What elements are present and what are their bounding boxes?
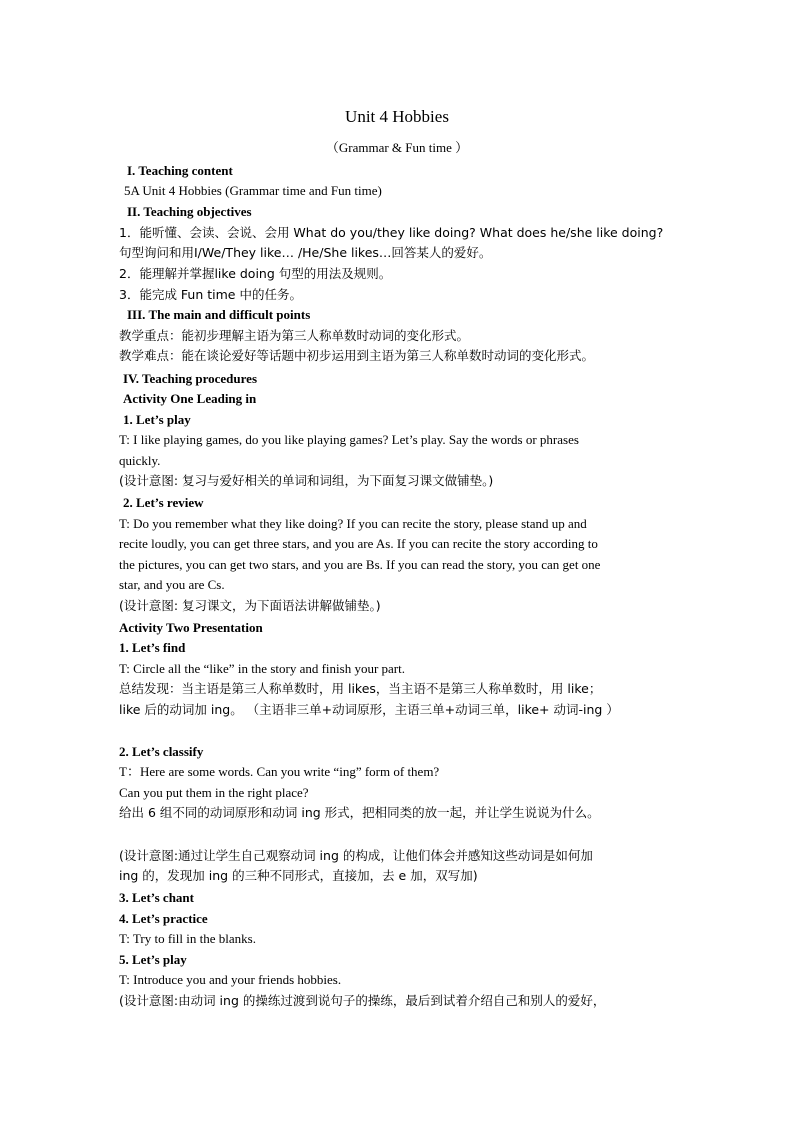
activity-two-summary-a: 总结发现：当主语是第三人称单数时，用 likes，当主语不是第三人称单数时，用 like； [119, 681, 602, 696]
activity-two-step-5-title: 5. Let’s play [119, 952, 187, 967]
activity-one-step-2-line-4: star, and you are Cs. [119, 577, 225, 592]
activity-two-step-5-intent: (设计意图:由动词 ing 的操练过渡到说句子的操练，最后到试着介绍自己和别人的爱好， [119, 993, 606, 1008]
activity-two-step-1-text: T: Circle all the “like” in the story and finish your part. [119, 661, 405, 676]
activity-two-step-4-text: T: Try to fill in the blanks. [119, 931, 256, 946]
activity-one-heading: Activity One Leading in [123, 391, 257, 406]
section-heading-objectives: II. Teaching objectives [127, 204, 252, 219]
activity-two-step-1-title: 1. Let’s find [119, 640, 186, 655]
activity-two-step-2-text-c: 给出 6 组不同的动词原形和动词 ing 形式，把相同类的放一起，并让学生说说为什么。 [119, 805, 600, 820]
key-point-text: 教学重点：能初步理解主语为第三人称单数时动词的变化形式。 [119, 328, 470, 343]
activity-one-step-1-intent: (设计意图: 复习与爱好相关的单词和词组，为下面复习课文做铺垫。) [119, 473, 494, 488]
activity-two-step-3-title: 3. Let’s chant [119, 890, 194, 905]
section-heading-procedures: IV. Teaching procedures [123, 371, 258, 386]
activity-one-step-1-text-a: T: I like playing games, do you like playing games? Let’s play. Say the words or phrases [119, 432, 579, 447]
activity-one-step-2-title: 2. Let’s review [123, 495, 204, 510]
section-heading-main-points: III. The main and difficult points [127, 307, 311, 322]
objective-line-3: 2．能理解并掌握like doing 句型的用法及规则。 [119, 266, 392, 281]
activity-two-step-2-text-b: Can you put them in the right place? [119, 785, 309, 800]
difficult-point-text: 教学难点：能在谈论爱好等话题中初步运用到主语为第三人称单数时动词的变化形式。 [119, 348, 595, 363]
activity-two-step-5-text: T: Introduce you and your friends hobbies. [119, 972, 342, 987]
activity-one-step-1-title: 1. Let’s play [123, 412, 191, 427]
objective-line-4: 3．能完成 Fun time 中的任务。 [119, 287, 302, 302]
page-title: Unit 4 Hobbies [345, 107, 449, 126]
section-heading-teaching-content: I. Teaching content [127, 163, 233, 178]
activity-one-step-2-line-2: recite loudly, you can get three stars, and you are As. If you can recite the story according to [119, 536, 598, 551]
page-subtitle: （Grammar & Fun time ） [325, 140, 469, 155]
activity-one-step-1-text-b: quickly. [119, 453, 161, 468]
activity-two-step-4-title: 4. Let’s practice [119, 911, 208, 926]
activity-two-step-2-intent-a: (设计意图:通过让学生自己观察动词 ing 的构成，让他们体会并感知这些动词是如何加 [119, 848, 593, 863]
activity-one-step-2-intent: (设计意图: 复习课文，为下面语法讲解做铺垫。) [119, 598, 381, 613]
objective-line-2: 句型询问和用I/We/They like… /He/She likes…回答某人的爱好。 [119, 245, 492, 260]
teaching-content-text: 5A Unit 4 Hobbies (Grammar time and Fun time) [124, 183, 382, 198]
activity-two-step-2-title: 2. Let’s classify [119, 744, 204, 759]
activity-two-step-2-intent-b: ing 的，发现加 ing 的三种不同形式，直接加，去 e 加，双写加) [119, 868, 478, 883]
activity-two-step-2-text-a: T：Here are some words. Can you write “ing” form of them? [119, 764, 440, 779]
activity-two-heading: Activity Two Presentation [119, 620, 263, 635]
activity-one-step-2-line-3: the pictures, you can get two stars, and you are Bs. If you can read the story, you can get one [119, 557, 601, 572]
activity-one-step-2-line-1: T: Do you remember what they like doing? If you can recite the story, please stand up and [119, 516, 587, 531]
objective-line-1: 1．能听懂、会读、会说、会用 What do you/they like doing? What does he/she like doing? [119, 225, 664, 240]
activity-two-summary-b: like 后的动词加 ing。 （主语非三单+动词原形，主语三单+动词三单，like+ 动词-ing ） [119, 702, 619, 717]
